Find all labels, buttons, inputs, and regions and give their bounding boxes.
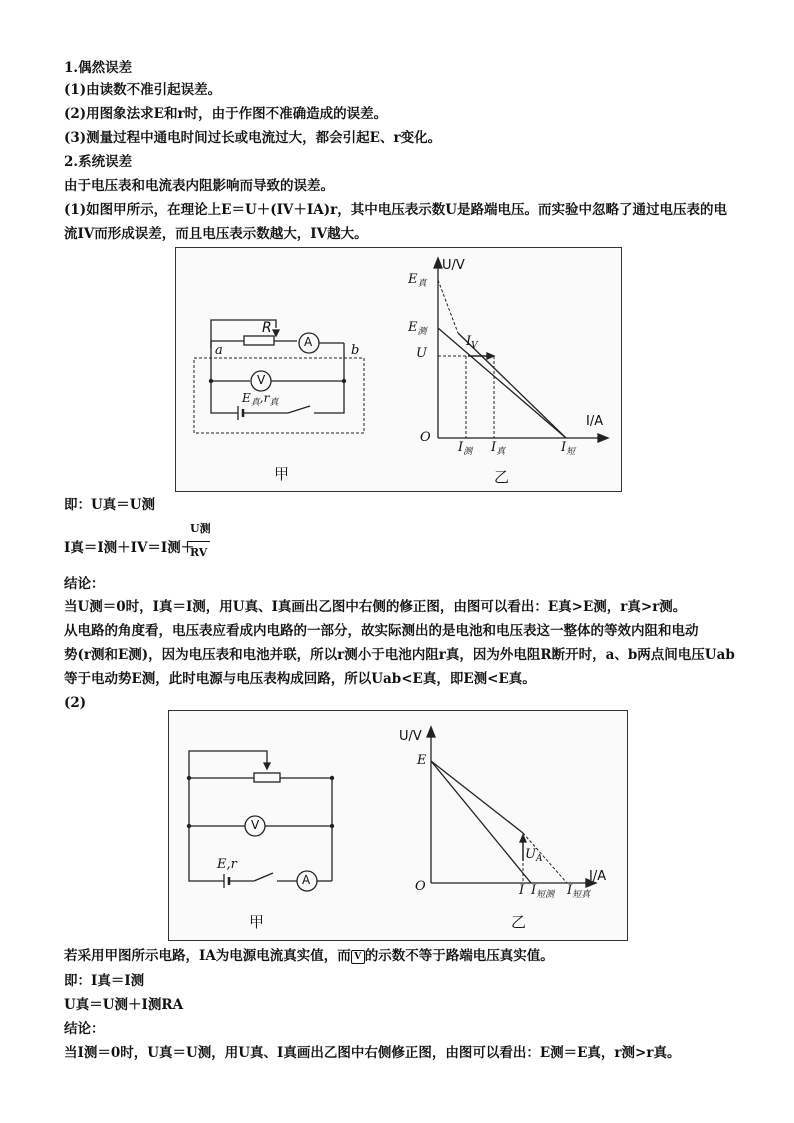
section2-p1-line2: 流IV而形成误差，而且电压表示数越大，IV越大。 bbox=[64, 226, 368, 242]
graph-2 bbox=[427, 727, 596, 887]
measured-line bbox=[438, 328, 566, 438]
eq1-line2-text: I真＝I测＋IV＝I测＋ bbox=[64, 540, 195, 556]
rheostat bbox=[244, 336, 274, 345]
label-Iv: $I_V$ bbox=[466, 334, 478, 351]
label-I-short-true: $I_{短真}$ bbox=[567, 883, 591, 900]
label-resistor: R bbox=[262, 320, 272, 336]
label-U: U bbox=[416, 346, 427, 361]
eq2-line2: U真＝U测＋I测RA bbox=[64, 997, 184, 1013]
graph-1 bbox=[434, 258, 608, 442]
label-source: $E_真,r_真$ bbox=[242, 391, 279, 408]
eq2-line1: 即：I真＝I测 bbox=[64, 973, 145, 989]
section1-item-2: (2)用图象法求E和r时，由于作图不准确造成的误差。 bbox=[64, 106, 388, 122]
conclusion1-line3: 势(r测和E测)，因为电压表和电池并联，所以r测小于电池内阻r真，因为外电阻R断开时，a、b两点间电压Uab bbox=[64, 647, 735, 663]
label-node-a: a bbox=[215, 343, 223, 358]
caption-graph-1: 乙 bbox=[494, 468, 510, 486]
measured-line-2 bbox=[431, 761, 531, 883]
rheostat-2 bbox=[254, 773, 280, 782]
conclusion1-label: 结论： bbox=[64, 576, 105, 592]
part2-text-after: 的示数不等于路端电压真实值。 bbox=[364, 948, 554, 964]
label-y-axis-2: U/V bbox=[399, 729, 422, 744]
caption-graph-2: 乙 bbox=[511, 913, 527, 931]
label-ammeter-2: A bbox=[302, 873, 311, 887]
label-E-true: $E_真$ bbox=[408, 272, 427, 289]
conclusion2-label: 结论： bbox=[64, 1021, 105, 1037]
section2-intro: 由于电压表和电流表内阻影响而导致的误差。 bbox=[64, 178, 334, 194]
part2-text bbox=[64, 946, 554, 966]
label-origin-2: O bbox=[415, 879, 426, 894]
label-I-meas: $I_测$ bbox=[458, 440, 473, 457]
section1-title: 1.偶然误差 bbox=[64, 60, 133, 76]
label-x-axis-1: I/A bbox=[586, 414, 604, 429]
caption-circuit-1: 甲 bbox=[274, 465, 290, 483]
section1-item-3: (3)测量过程中通电时间过长或电流过大，都会引起E、r变化。 bbox=[64, 130, 442, 146]
section1-item-1: (1)由读数不准引起误差。 bbox=[64, 82, 222, 98]
circuit-2-nodes bbox=[187, 776, 334, 828]
conclusion1-line2: 从电路的角度看，电压表应看成内电路的一部分，故实际测出的是电池和电压表这一整体的等效内阻和电动 bbox=[64, 623, 699, 639]
circuit-2 bbox=[189, 751, 332, 891]
label-origin-1: O bbox=[420, 430, 431, 445]
conclusion2-line: 当I测＝0时，U真＝U测，用U真、I真画出乙图中右侧修正图，由图可以看出：E测＝E真，r测>r真。 bbox=[64, 1045, 681, 1061]
voltmeter-icon: V bbox=[351, 950, 365, 964]
label-node-b: b bbox=[351, 343, 360, 358]
part2-text-before: 若采用甲图所示电路，IA为电源电流真实值，而 bbox=[64, 948, 351, 964]
label-I-true: $I_真$ bbox=[491, 440, 506, 457]
part2-label: (2) bbox=[64, 695, 87, 711]
conclusion1-line1: 当U测＝0时，I真＝I测，用U真、I真画出乙图中右侧的修正图，由图可以看出：E真>E测，r真>r测。 bbox=[64, 599, 687, 615]
eq1-frac-bar bbox=[188, 541, 210, 542]
label-UA: $U_A$ bbox=[525, 847, 543, 864]
eq1-line1: 即：U真＝U测 bbox=[64, 497, 156, 513]
eq1-frac-den: RV bbox=[190, 546, 208, 559]
label-voltmeter-2: V bbox=[251, 818, 260, 832]
label-y-axis-1: U/V bbox=[442, 258, 465, 273]
label-voltmeter: V bbox=[257, 373, 266, 387]
eq1-frac-num: U测 bbox=[190, 522, 211, 535]
section2-title: 2.系统误差 bbox=[64, 154, 133, 170]
caption-circuit-2: 甲 bbox=[249, 913, 265, 931]
label-source-2: E,r bbox=[217, 857, 237, 872]
label-E-meas: $E_测$ bbox=[408, 320, 427, 337]
label-E-2: E bbox=[417, 753, 427, 768]
figure-2-drawing bbox=[169, 711, 627, 940]
figure-1 bbox=[175, 247, 622, 492]
label-I-short-meas: $I_{短测}$ bbox=[531, 883, 555, 900]
section2-p1-line1: (1)如图甲所示，在理论上E＝U＋(IV＋IA)r，其中电压表示数U是路端电压。而实验中忽略了通过电压表的电 bbox=[64, 202, 727, 218]
conclusion1-line4: 等于电动势E测，此时电源与电压表构成回路，所以Uab<E真，即E测<E真。 bbox=[64, 671, 536, 687]
circuit-1 bbox=[194, 320, 364, 433]
label-I-2: I bbox=[519, 883, 525, 898]
label-I-short: $I_短$ bbox=[561, 440, 576, 457]
label-ammeter: A bbox=[304, 335, 313, 349]
figure-1-drawing bbox=[176, 248, 621, 491]
label-x-axis-2: I/A bbox=[589, 869, 607, 884]
figure-2 bbox=[168, 710, 628, 941]
